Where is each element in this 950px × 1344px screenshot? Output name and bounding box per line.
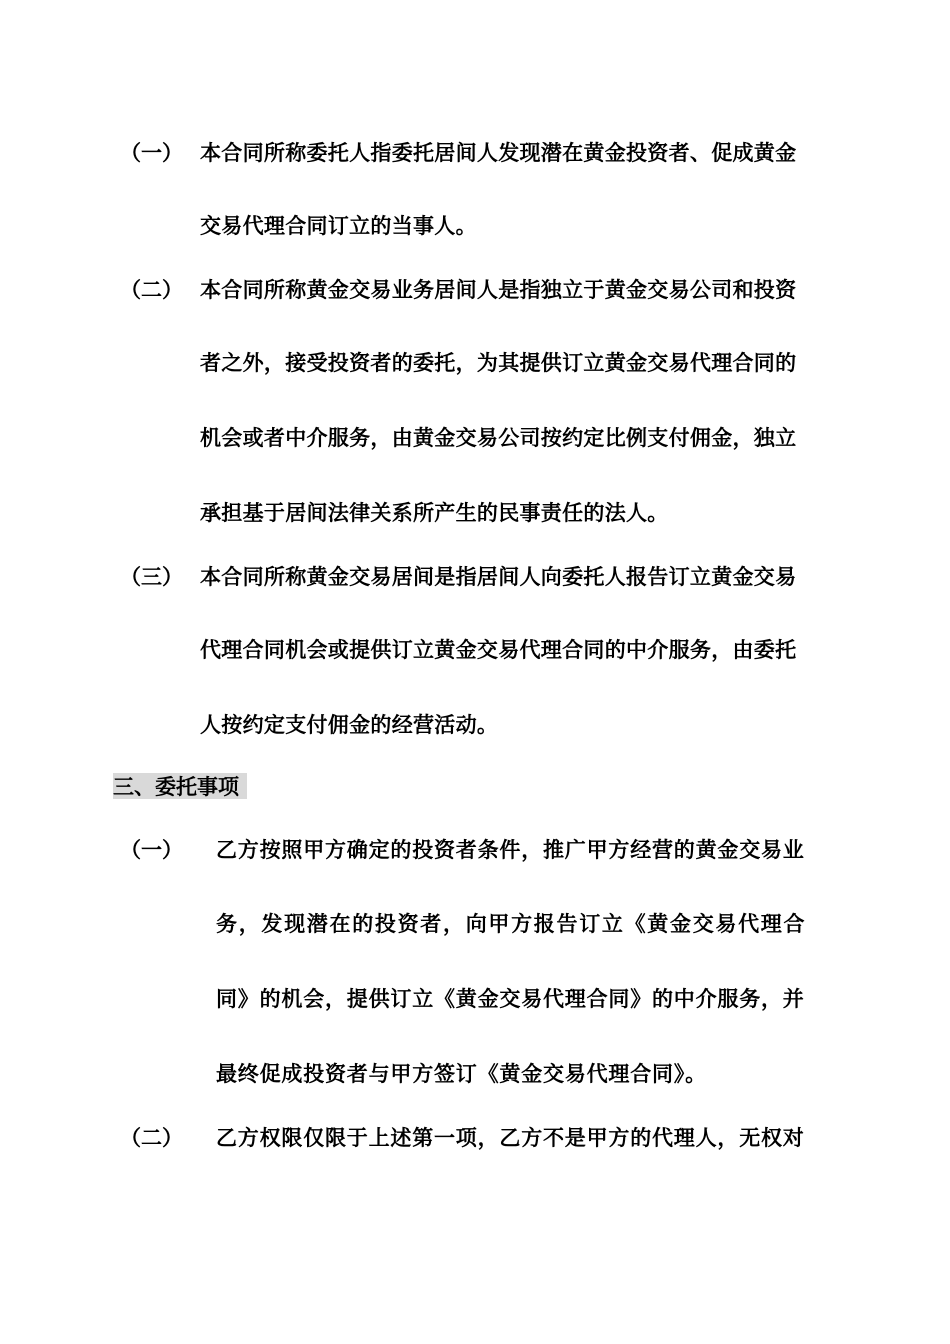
item-text-line: 交易代理合同订立的当事人。 — [200, 214, 477, 238]
item-text-line: 乙方权限仅限于上述第一项，乙方不是甲方的代理人，无权对 — [216, 1126, 805, 1150]
item-number: （三） — [120, 565, 183, 589]
item-text-line: 本合同所称委托人指委托居间人发现潜在黄金投资者、促成黄金 — [200, 141, 797, 165]
item-text-line: 同》的机会，提供订立《黄金交易代理合同》的中介服务，并 — [216, 987, 805, 1011]
item-text-line: 承担基于居间法律关系所产生的民事责任的法人。 — [200, 501, 669, 525]
item-text-line: 务，发现潜在的投资者，向甲方报告订立《黄金交易代理合 — [216, 912, 807, 936]
item-text-line: 乙方按照甲方确定的投资者条件，推广甲方经营的黄金交易业 — [216, 838, 805, 862]
item-text-line: 机会或者中介服务，由黄金交易公司按约定比例支付佣金，独立 — [200, 426, 797, 450]
item-number: （一） — [120, 141, 183, 165]
item-number: （一） — [120, 838, 183, 862]
item-text-line: 本合同所称黄金交易居间是指居间人向委托人报告订立黄金交易 — [200, 565, 797, 589]
section-heading: 三、委托事项 — [113, 775, 239, 799]
item-number: （二） — [120, 1126, 183, 1150]
item-text-line: 代理合同机会或提供订立黄金交易代理合同的中介服务，由委托 — [200, 638, 797, 662]
item-number: （二） — [120, 278, 183, 302]
item-text-line: 最终促成投资者与甲方签订《黄金交易代理合同》。 — [216, 1062, 707, 1086]
item-text-line: 者之外，接受投资者的委托，为其提供订立黄金交易代理合同的 — [200, 351, 797, 375]
item-text-line: 人按约定支付佣金的经营活动。 — [200, 713, 499, 737]
item-text-line: 本合同所称黄金交易业务居间人是指独立于黄金交易公司和投资 — [200, 278, 797, 302]
